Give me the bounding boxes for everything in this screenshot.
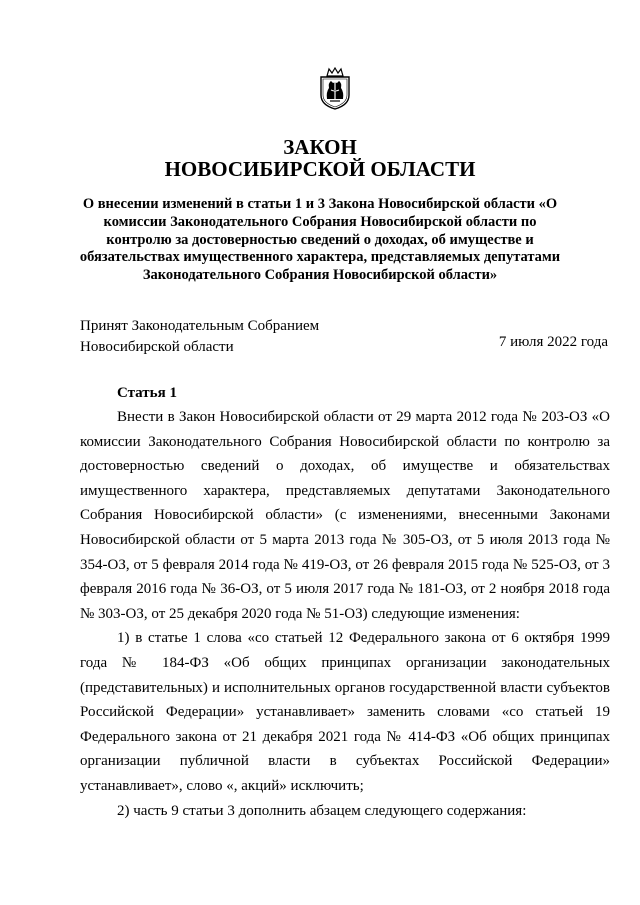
novosibirsk-coat-of-arms-icon [318, 66, 352, 110]
article-paragraph: 2) часть 9 статьи 3 дополнить абзацем следующего содержания: [117, 802, 527, 819]
article-heading: Статья 1 [117, 385, 177, 401]
law-title: ЗАКОН [283, 135, 357, 159]
article-body [80, 405, 610, 823]
law-region: НОВОСИБИРСКОЙ ОБЛАСТИ [164, 157, 476, 181]
adoption-line-1: Принят Законодательным Собранием [80, 318, 320, 334]
article-paragraph: 1) в статье 1 слова «со статьей 12 Федерального закона от 6 октября 1999 года № 184-ФЗ «Об общих принципах организации законодательных (представительных) и исполнительных органов государственной власти субъектов Российской Федерации» устанавливает» заменить словами «со статьей 19 Федерального закона от 21 декабря 2021 года № 414-ФЗ «Об общих принципах организации публичной власти в субъектах Российской Федерации» устанавливает», слово «, акций» исключить; [80, 630, 610, 794]
law-subject: О внесении изменений в статьи 1 и 3 Закона Новосибирской области «О комиссии Законодательного Собрания Новосибирской области по контролю за достоверностью сведений о доходах, об имуществе и обязательствах имущественного характера, представляемых депутатами Законодательного Собрания Новосибирской области» [79, 196, 561, 284]
article-paragraph: Внести в Закон Новосибирской области от 29 марта 2012 года № 203-ОЗ «О комиссии Законодательного Собрания Новосибирской области по контролю за достоверностью сведений о доходах, об имуществе и обязательствах имущественного характера, представляемых депутатами Законодательного Собрания Новосибирской области» (с изменениями, внесенными Законами Новосибирской области от 5 марта 2013 года № 305-ОЗ, от 5 июля 2013 года № 354-ОЗ, от 5 февраля 2014 года № 419-ОЗ, от 26 февраля 2015 года № 525-ОЗ, от 3 февраля 2016 года № 36-ОЗ, от 5 июля 2017 года № 181-ОЗ, от 2 ноября 2018 года № 303-ОЗ, от 25 декабря 2020 года № 51-ОЗ) следующие изменения: [80, 409, 610, 622]
adoption-line-2: Новосибирской области [80, 339, 234, 355]
adoption-date: 7 июля 2022 года [498, 334, 608, 350]
